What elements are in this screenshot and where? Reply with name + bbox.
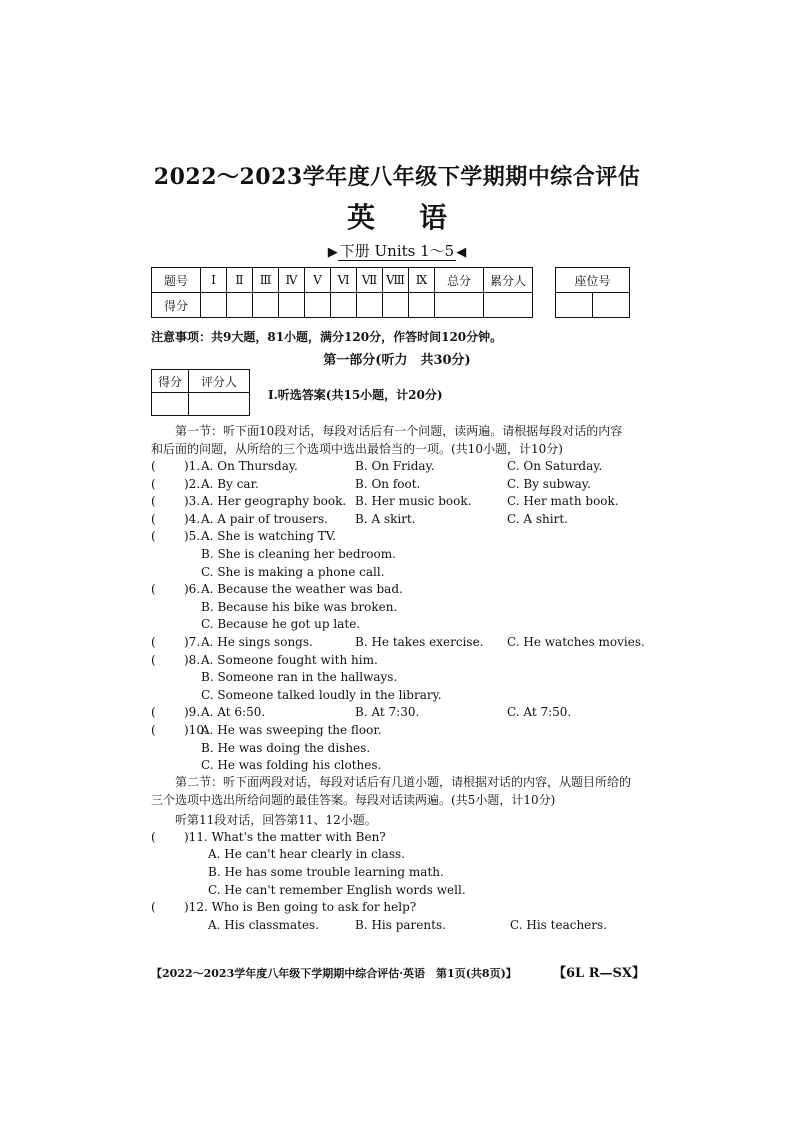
score-table-score-row	[152, 293, 533, 318]
score-blank	[331, 293, 357, 318]
answer-paren: (	[151, 723, 156, 737]
option-b: B. His parents.	[355, 918, 446, 932]
score-cell: 总分	[435, 268, 484, 293]
option-b: B. He takes exercise.	[355, 635, 484, 649]
option-a: A. Her geography book.	[201, 494, 347, 509]
score-cell: Ⅲ	[253, 268, 279, 293]
option-a: A. Someone fought with him.	[201, 652, 378, 667]
score-cell: Ⅴ	[305, 268, 331, 293]
score-table-header-row	[152, 268, 533, 293]
option-c: C. By subway.	[507, 476, 591, 491]
question-stem: )11. What's the matter with Ben?	[184, 830, 386, 844]
option-c: C. Someone talked loudly in the library.	[201, 687, 442, 702]
answer-paren: (	[151, 652, 156, 667]
seat-blank	[556, 293, 593, 318]
option-b: B. At 7:30.	[355, 705, 420, 720]
question-number: )2.	[184, 476, 201, 491]
score-cell: Ⅸ	[409, 268, 435, 293]
answer-paren: (	[151, 529, 156, 544]
score-cell: Ⅰ	[201, 268, 227, 293]
option-c: C. His teachers.	[510, 918, 607, 932]
option-c: C. A shirt.	[507, 511, 568, 526]
option-a: A. His classmates.	[208, 918, 320, 932]
paper-code: 【6L R—SX】	[553, 966, 645, 981]
score-table	[151, 267, 533, 318]
option-a: A. He can't hear clearly in class.	[208, 847, 405, 861]
question-number: )4.	[184, 511, 201, 526]
score-blank	[227, 293, 253, 318]
score-blank	[305, 293, 331, 318]
option-b: B. A skirt.	[355, 511, 416, 526]
score-cell: Ⅷ	[383, 268, 409, 293]
option-a: A. He sings songs.	[201, 635, 313, 649]
answer-paren: (	[151, 635, 156, 649]
option-a: A. By car.	[201, 476, 259, 491]
question-number: )9.	[184, 705, 201, 720]
part1-title: 第一部分(听力 共30分)	[323, 353, 471, 368]
score-cell: 题号	[152, 268, 201, 293]
score-blank	[383, 293, 409, 318]
seat-table	[555, 267, 630, 318]
grader-table	[151, 369, 250, 416]
option-c: C. Because he got up late.	[201, 617, 361, 632]
answer-paren: (	[151, 830, 156, 844]
answer-paren: (	[151, 459, 156, 473]
grader-blank	[189, 393, 250, 416]
right-triangle-icon: ▶	[327, 245, 338, 260]
notice: 注意事项：共9大题，81小题，满分120分，作答时间120分钟。	[151, 330, 503, 344]
page-footer: 【2022～2023学年度八年级下学期期中综合评估·英语 第1页(共8页)】	[151, 967, 517, 980]
section1-title: Ⅰ.听选答案(共15小题，计20分)	[268, 388, 443, 402]
question-stem: )12. Who is Ben going to ask for help?	[184, 900, 417, 914]
option-c: C. Her math book.	[507, 494, 619, 509]
seat-blank	[593, 293, 630, 318]
option-b: B. On foot.	[355, 476, 421, 491]
question-number: )5.	[184, 529, 201, 544]
answer-paren: (	[151, 900, 156, 914]
dialog11-intro: 听第11段对话，回答第11、12小题。	[175, 813, 377, 827]
score-row-label: 得分	[152, 293, 201, 318]
subject-title: 英语	[346, 201, 491, 234]
option-b: B. Someone ran in the hallways.	[201, 670, 398, 685]
answer-paren: (	[151, 476, 156, 491]
score-cell: 累分人	[484, 268, 533, 293]
section1-intro: 第一节：听下面10段对话，每段对话后有一个问题，读两遍。请根据每段对话的内容和后面的问题，从所给的三个选项中选出最恰当的一项。(共10小题，计10分)	[151, 424, 623, 456]
option-c: C. On Saturday.	[507, 459, 603, 473]
answer-paren: (	[151, 511, 156, 526]
score-blank	[201, 293, 227, 318]
option-a: A. She is watching TV.	[201, 529, 337, 544]
option-b: B. He was doing the dishes.	[201, 740, 371, 755]
question-number: )10.	[184, 723, 208, 737]
score-cell: Ⅶ	[357, 268, 383, 293]
score-blank	[409, 293, 435, 318]
answer-paren: (	[151, 494, 156, 509]
score-blank	[435, 293, 484, 318]
option-a: A. A pair of trousers.	[201, 511, 328, 526]
grader-blank	[152, 393, 189, 416]
score-blank	[279, 293, 305, 318]
answer-paren: (	[151, 705, 156, 720]
option-c: C. At 7:50.	[507, 705, 572, 720]
option-b: B. Her music book.	[355, 494, 472, 509]
seat-label: 座位号	[556, 268, 630, 293]
units-banner	[0, 240, 794, 261]
score-cell: Ⅵ	[331, 268, 357, 293]
question-number: )7.	[184, 635, 201, 649]
question-number: )1.	[184, 459, 201, 473]
option-c: C. She is making a phone call.	[201, 564, 385, 579]
score-blank	[253, 293, 279, 318]
option-a: A. At 6:50.	[201, 705, 266, 720]
score-cell: Ⅱ	[227, 268, 253, 293]
option-a: A. Because the weather was bad.	[201, 582, 403, 597]
units-label: 下册 Units 1～5	[339, 242, 455, 260]
grader-reviewer-label: 评分人	[189, 370, 250, 393]
question-number: )3.	[184, 494, 201, 509]
option-b: B. She is cleaning her bedroom.	[201, 547, 396, 561]
option-a: A. On Thursday.	[201, 459, 298, 473]
option-c: C. He watches movies.	[507, 635, 645, 649]
left-triangle-icon: ◀	[456, 245, 467, 260]
score-blank	[357, 293, 383, 318]
answer-paren: (	[151, 582, 156, 597]
option-a: A. He was sweeping the floor.	[201, 723, 382, 737]
exam-title: 2022～2023学年度八年级下学期期中综合评估	[153, 164, 641, 190]
option-b: B. Because his bike was broken.	[201, 599, 398, 614]
option-c: C. He can't remember English words well.	[208, 883, 466, 897]
question-number: )6.	[184, 582, 201, 597]
option-b: B. He has some trouble learning math.	[208, 865, 444, 879]
option-c: C. He was folding his clothes.	[201, 758, 382, 773]
score-blank	[484, 293, 533, 318]
grader-score-label: 得分	[152, 370, 189, 393]
score-cell: Ⅳ	[279, 268, 305, 293]
question-number: )8.	[184, 652, 201, 667]
option-b: B. On Friday.	[355, 459, 435, 473]
section2-intro: 第二节：听下面两段对话，每段对话后有几道小题，请根据对话的内容，从题目所给的三个选项中选出所给问题的最佳答案。每段对话读两遍。(共5小题，计10分)	[151, 775, 632, 807]
